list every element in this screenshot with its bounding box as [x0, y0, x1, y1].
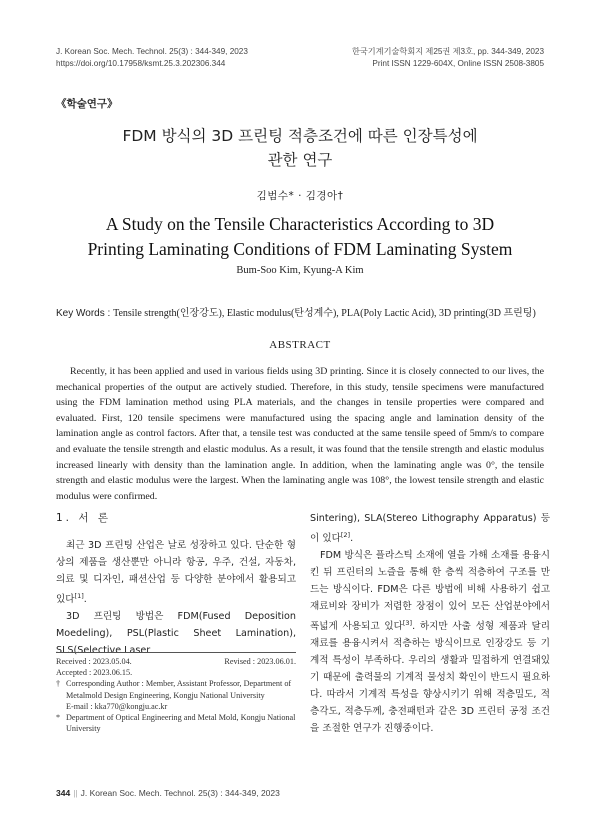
footer-citation: J. Korean Soc. Mech. Technol. 25(3) : 344-349, 2023	[80, 788, 280, 798]
keywords-text: Tensile strength(인장강도), Elastic modulus(탄성계수), PLA(Poly Lactic Acid), 3D printing(3D 프린팅)	[113, 308, 536, 319]
title-english-line1: A Study on the Tensile Characteristics According to 3D	[105, 214, 495, 234]
footer-separator: ||	[73, 788, 78, 798]
title-korean	[40, 124, 560, 172]
abstract-heading: ABSTRACT	[269, 339, 331, 351]
corresponding-author-note: † Corresponding Author : Member, Assistant Professor, Department of Metalmold Design Engineering, Kongju National University E-mail : kka770@kongju.ac.kr	[56, 679, 292, 711]
title-english-line2: Printing Laminating Conditions of FDM Laminating System	[87, 239, 513, 259]
dagger-mark: †	[56, 679, 61, 689]
asterisk-mark: *	[56, 713, 61, 723]
journal-citation-korean: 한국기계기술학회지 제25권 제3호, pp. 344-349, 2023	[351, 47, 544, 56]
issn-info: Print ISSN 1229-604X, Online ISSN 2508-3805	[372, 59, 544, 68]
authors-korean: 김범수* · 김경아†	[256, 190, 344, 202]
title-english	[40, 212, 560, 262]
keywords-label: Key Words :	[56, 308, 114, 319]
abstract-text: Recently, it has been applied and used in various fields using 3D printing. Since it is closely connected to our lives, the mechanical properties of the output are actively studied. Therefore, in this study, tensile specimens were manufactured using the FDM lamination method using PLA materials, and the changes in tensile properties were compared and evaluated. First, 120 tensile specimens were manufactured using the spacing angle and lamination density of the lamination angle as control factors. After that, a tensile test was conducted at the same tensile speed of 5mm/s to compare and evaluate the tensile strength and elastic modulus. As a result, it was found that the tensile strength and elastic modulus increased linearly with density than the lamination angle. In addition, when the laminating angle was 0°, the tensile strength and elastic modulus were the largest. When the laminating angle was 108°, the lowest tensile strength and elastic modulus were confirmed.	[56, 366, 544, 502]
accepted-date: Accepted : 2023.06.15.	[56, 668, 133, 678]
received-date: Received : 2023.05.04.	[56, 657, 132, 666]
title-korean-line2: 관한 연구	[267, 151, 333, 169]
keywords	[56, 304, 546, 319]
citation-ref: [1]	[74, 592, 84, 600]
footnote-divider	[56, 652, 296, 653]
page-footer	[56, 788, 280, 798]
footnotes	[56, 656, 296, 734]
section-heading-introduction: 1. 서 론	[56, 512, 111, 524]
intro-paragraph-2: 3D 프린팅 방법은 FDM(Fused Deposition Moedeling), PSL(Plastic Sheet Lamination), SLS(Selective Laser	[56, 611, 296, 657]
citation-ref: [3]	[402, 619, 413, 628]
page-number: 344	[56, 788, 71, 798]
citation-ref: [2]	[340, 531, 351, 539]
dates-row	[56, 656, 296, 667]
authors-english: Bum-Soo Kim, Kyung-A Kim	[236, 265, 364, 276]
intro-paragraph-1: 최근 3D 프린팅 산업은 날로 성장하고 있다. 단순한 형상의 제품을 생산뿐만 아니라 항공, 우주, 건설, 자동차, 의료 및 디자인, 패션산업 등 다양한 분야에서 활용되고 있다[1].	[56, 540, 296, 606]
author-affiliation-note: * Department of Optical Engineering and Metal Mold, Kongju National University	[56, 713, 296, 734]
running-header-left	[56, 46, 248, 70]
section-tag: 《학술연구》	[56, 98, 118, 110]
column-left	[56, 510, 296, 659]
intro-paragraph-3: FDM 방식은 플라스틱 소재에 열을 가해 소재를 용융시킨 뒤 프린터의 노즐을 통해 한 층씩 적층하여 구조를 만드는 방식이다. FDM은 다른 방법에 비해 사용하기 쉽고 재료비와 장비가 저렴한 장점이 있어 모든 산업분야에서 폭넓게 사용되고 있다[3]. 하지만 사출 성형 제품과 달리 재료를 용융시켜서 적층하는 방식이므로 인장강도 등 기계적 특성이 부족하다. 우리의 생활과 밀접하게 연결돼있기 때문에 출력물의 기계적 물성치 확인이 반드시 필요하다. 따라서 기계적 특성을 향상시키기 위해 적층밀도, 적층각도, 적층두께, 충전패턴과 같은 3D 프린터 공정 조건을 조절한 연구가 진행중이다.	[310, 550, 550, 735]
column-right	[310, 510, 550, 737]
running-header-right	[352, 46, 544, 70]
journal-citation: J. Korean Soc. Mech. Technol. 25(3) : 344-349, 2023	[56, 47, 248, 56]
revised-date: Revised : 2023.06.01.	[224, 657, 296, 666]
doi-link[interactable]: https://doi.org/10.17958/ksmt.25.3.202306.344	[56, 59, 226, 68]
title-korean-line1: FDM 방식의 3D 프린팅 적층조건에 따른 인장특성에	[122, 127, 478, 145]
email[interactable]: E-mail : kka770@kongju.ac.kr	[66, 701, 168, 711]
intro-paragraph-2-continued: Sintering), SLA(Stereo Lithography Apparatus) 등이 있다[2].	[310, 513, 550, 545]
